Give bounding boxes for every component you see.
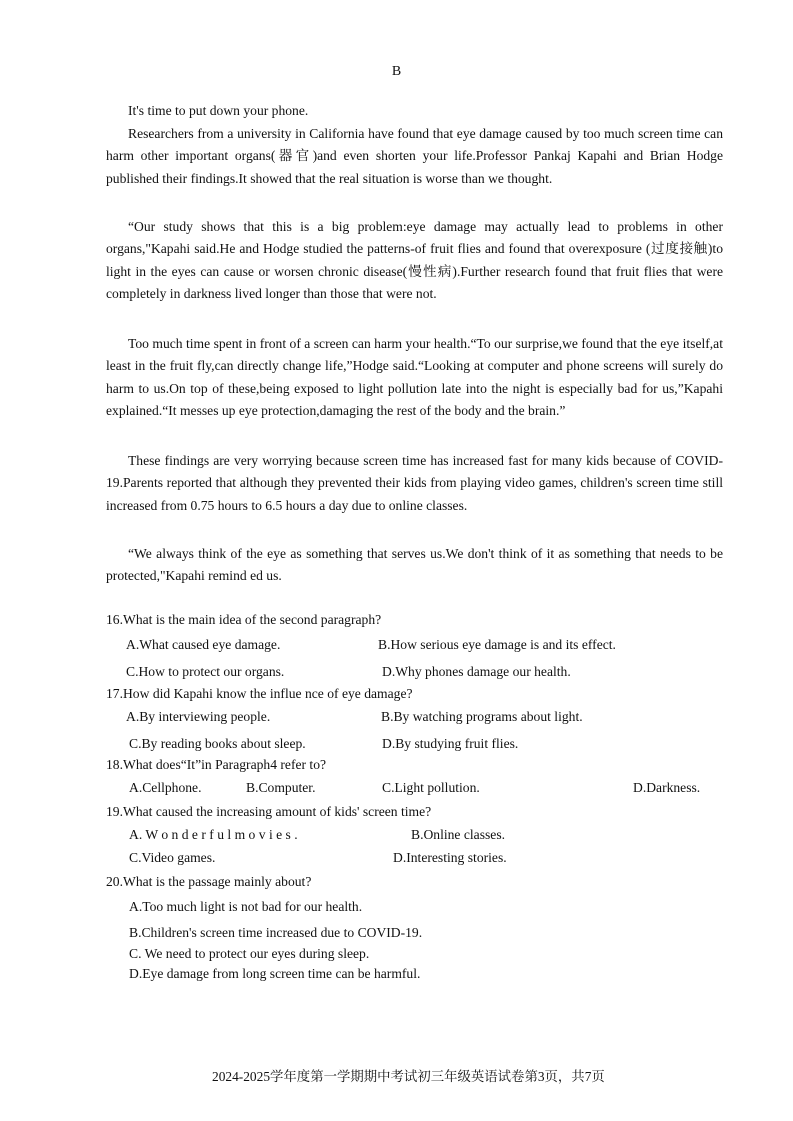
question-20-stem: 20.What is the passage mainly about?	[106, 874, 312, 889]
question-18-option-b[interactable]: B.Computer.	[246, 780, 316, 795]
question-17-option-d[interactable]: D.By studying fruit flies.	[382, 736, 519, 751]
section-label: B	[391, 64, 402, 79]
question-20-option-c[interactable]: C. We need to protect our eyes during sleep.	[129, 946, 370, 961]
passage-paragraph-4: Too much time spent in front of a screen can harm your health.“To our surprise,we found that the eye itself,at least in the fruit fly,can directly change life,”Hodge said.“Looking at computer and phone screens will surely do harm to us.On top of these,being exposed to light pollution late into the night is especially bad for us,”Kapahi explained.“It messes up eye protection,damaging the rest of the body and the brain.”	[106, 336, 723, 418]
question-17-option-c[interactable]: C.By reading books about sleep.	[129, 736, 306, 751]
question-16-option-a[interactable]: A.What caused eye damage.	[126, 637, 281, 652]
question-18-option-a[interactable]: A.Cellphone.	[129, 780, 202, 795]
passage-paragraph-2: Researchers from a university in California have found that eye damage caused by too much screen time can harm other important organs(器官)and even shorten your life.Professor Pankaj Kapahi and Brian Hodge published their findings.It showed that the real situation is worse than we thought.	[106, 126, 723, 186]
passage-paragraph-5: These findings are very worrying because screen time has increased fast for many kids because of COVID-19.Parents reported that although they prevented their kids from playing video games, children's screen time still increased from 0.75 hours to 6.5 hours a day due to online classes.	[106, 453, 723, 513]
passage-paragraph-3: “Our study shows that this is a big problem:eye damage may actually lead to problems in other organs,"Kapahi said.He and Hodge studied the patterns-of fruit flies and found that overexposure (过度接触)to light in the eyes can cause or worsen chronic disease(慢性病).Further research found that fruit flies that were completely in darkness lived longer than those that were not.	[106, 219, 723, 301]
question-18-option-c[interactable]: C.Light pollution.	[382, 780, 480, 795]
question-17-stem: 17.How did Kapahi know the influe nce of eye damage?	[106, 686, 413, 701]
question-19-option-c[interactable]: C.Video games.	[129, 850, 216, 865]
question-16-option-c[interactable]: C.How to protect our organs.	[126, 664, 285, 679]
page-footer: 2024-2025学年度第一学期期中考试初三年级英语试卷第3页，共7页	[212, 1069, 605, 1084]
question-19-stem: 19.What caused the increasing amount of kids' screen time?	[106, 804, 432, 819]
question-20-option-a[interactable]: A.Too much light is not bad for our health.	[129, 899, 363, 914]
question-19-option-b[interactable]: B.Online classes.	[411, 827, 506, 842]
question-18-option-d[interactable]: D.Darkness.	[633, 780, 701, 795]
question-16-stem: 16.What is the main idea of the second paragraph?	[106, 612, 382, 627]
question-18-stem: 18.What does“It”in Paragraph4 refer to?	[106, 757, 327, 772]
question-16-option-d[interactable]: D.Why phones damage our health.	[382, 664, 571, 679]
question-16-option-b[interactable]: B.How serious eye damage is and its effect.	[378, 637, 616, 652]
question-17-option-a[interactable]: A.By interviewing people.	[126, 709, 271, 724]
question-20-option-b[interactable]: B.Children's screen time increased due to COVID-19.	[129, 925, 423, 940]
question-17-option-b[interactable]: B.By watching programs about light.	[381, 709, 583, 724]
passage-paragraph-1: It's time to put down your phone.	[128, 103, 309, 118]
question-19-option-d[interactable]: D.Interesting stories.	[393, 850, 507, 865]
passage-paragraph-6: “We always think of the eye as something that serves us.We don't think of it as something that needs to be protected,"Kapahi remind ed us.	[106, 546, 723, 584]
question-20-option-d[interactable]: D.Eye damage from long screen time can be harmful.	[129, 966, 421, 981]
question-19-option-a[interactable]: A. W o n d e r f u l m o v i e s .	[129, 827, 298, 842]
